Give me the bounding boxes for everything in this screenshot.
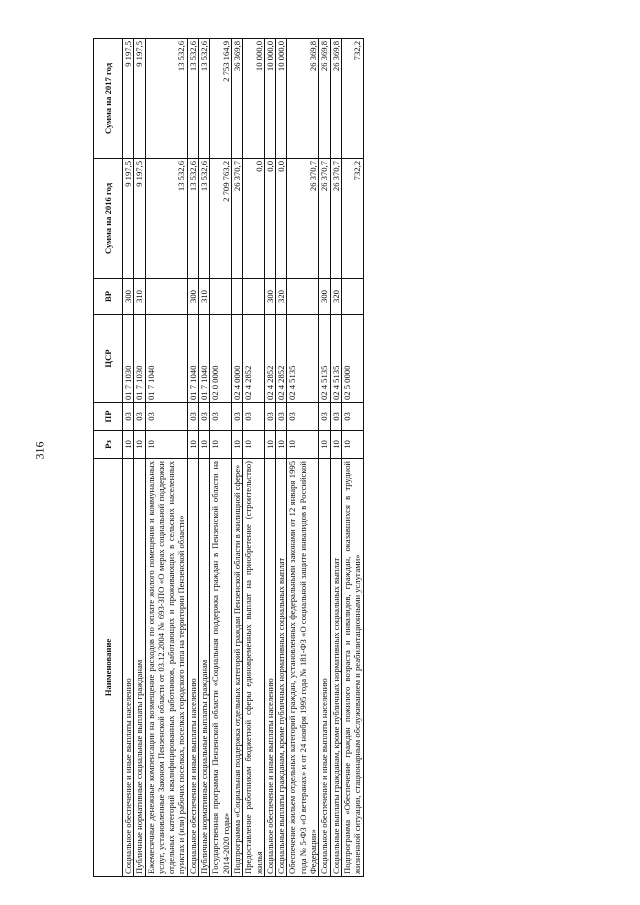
cell-sum2016: 9 197,5 xyxy=(134,159,145,279)
cell-sum2016: 13 532,6 xyxy=(187,159,198,279)
cell-csr: 01 7 1030 xyxy=(123,315,134,403)
cell-sum2016: 0,0 xyxy=(243,159,265,279)
cell-sum2016: 0,0 xyxy=(264,159,275,279)
table-row xyxy=(330,39,341,877)
cell-pr: 03 xyxy=(231,403,242,431)
cell-csr: 02 4 5135 xyxy=(330,315,341,403)
header-name: Наименование xyxy=(94,459,123,877)
cell-sum2016: 2 709 763,2 xyxy=(210,159,232,279)
cell-pr: 03 xyxy=(210,403,232,431)
cell-name: Подпрограмма «Обеспечение граждан пожилого возраста и инвалидов, граждан, оказавшихся в трудной жизненной ситуации, стационарным обслуживанием и реабилитационными услугами» xyxy=(341,459,363,877)
cell-csr: 01 7 1040 xyxy=(199,315,210,403)
cell-pr: 03 xyxy=(276,403,287,431)
cell-sum2017: 13 532,6 xyxy=(199,39,210,159)
table-row xyxy=(134,39,145,877)
cell-rz: 10 xyxy=(319,431,330,459)
cell-name: Публичные нормативные социальные выплаты гражданам xyxy=(199,459,210,877)
cell-sum2016: 26 370,7 xyxy=(287,159,319,279)
cell-name: Публичные нормативные социальные выплаты гражданам xyxy=(134,459,145,877)
cell-csr: 01 7 1030 xyxy=(134,315,145,403)
header-csr: ЦСР xyxy=(94,315,123,403)
cell-name: Подпрограмма «Социальная поддержка отдельных категорий граждан Пензенской области в жилищной сфере» xyxy=(231,459,242,877)
table-row xyxy=(145,39,187,877)
cell-rz: 10 xyxy=(145,431,187,459)
cell-sum2017: 36 369,8 xyxy=(231,39,242,159)
page-number: 316 xyxy=(32,441,47,460)
cell-sum2016: 732,2 xyxy=(341,159,363,279)
cell-rz: 10 xyxy=(287,431,319,459)
cell-vr: 320 xyxy=(276,279,287,315)
table-row xyxy=(210,39,232,877)
cell-rz: 10 xyxy=(134,431,145,459)
cell-pr: 03 xyxy=(123,403,134,431)
cell-rz: 10 xyxy=(210,431,232,459)
cell-sum2017: 10 000,0 xyxy=(243,39,265,159)
rotated-page xyxy=(93,39,364,877)
table-row xyxy=(287,39,319,877)
cell-csr: 02 4 2852 xyxy=(276,315,287,403)
cell-sum2017: 2 753 164,9 xyxy=(210,39,232,159)
cell-sum2016: 26 370,7 xyxy=(319,159,330,279)
cell-vr: 300 xyxy=(319,279,330,315)
cell-name: Социальные выплаты гражданам, кроме публичных нормативных социальных выплат xyxy=(276,459,287,877)
cell-sum2017: 9 197,5 xyxy=(123,39,134,159)
cell-name: Социальное обеспечение и иные выплаты населению xyxy=(264,459,275,877)
cell-name: Предоставление работникам бюджетной сферы единовременных выплат на приобретение (строительство) жилья xyxy=(243,459,265,877)
cell-vr: 320 xyxy=(330,279,341,315)
cell-vr: 300 xyxy=(187,279,198,315)
cell-csr: 01 7 1040 xyxy=(187,315,198,403)
cell-pr: 03 xyxy=(341,403,363,431)
table-row xyxy=(319,39,330,877)
cell-pr: 03 xyxy=(199,403,210,431)
cell-name: Обеспечение жильем отдельных категорий граждан, установленных федеральными законами от 12 января 1995 года № 5-ФЗ «О ветеранах» и от 24 ноября 1995 года № 181-ФЗ «О социальной защите инвалидов в Российской Федерации» xyxy=(287,459,319,877)
table-body xyxy=(123,39,364,877)
cell-vr xyxy=(231,279,242,315)
cell-rz: 10 xyxy=(264,431,275,459)
cell-name: Социальные выплаты гражданам, кроме публичных нормативных социальных выплат xyxy=(330,459,341,877)
cell-sum2016: 0,0 xyxy=(276,159,287,279)
cell-pr: 03 xyxy=(264,403,275,431)
cell-csr: 02 4 5135 xyxy=(319,315,330,403)
table-row xyxy=(187,39,198,877)
cell-sum2017: 26 369,8 xyxy=(330,39,341,159)
cell-vr xyxy=(287,279,319,315)
cell-csr: 02 4 2852 xyxy=(264,315,275,403)
cell-sum2017: 26 369,8 xyxy=(287,39,319,159)
cell-sum2016: 13 532,6 xyxy=(145,159,187,279)
cell-rz: 10 xyxy=(341,431,363,459)
cell-sum2017: 26 369,8 xyxy=(319,39,330,159)
table-row xyxy=(341,39,363,877)
cell-pr: 03 xyxy=(319,403,330,431)
cell-sum2016: 9 197,5 xyxy=(123,159,134,279)
cell-pr: 03 xyxy=(187,403,198,431)
cell-pr: 03 xyxy=(243,403,265,431)
cell-vr: 310 xyxy=(134,279,145,315)
cell-rz: 10 xyxy=(243,431,265,459)
cell-sum2017: 9 197,5 xyxy=(134,39,145,159)
cell-vr xyxy=(243,279,265,315)
cell-vr xyxy=(210,279,232,315)
cell-sum2016: 26 370,7 xyxy=(231,159,242,279)
cell-pr: 03 xyxy=(287,403,319,431)
cell-csr: 02 4 0000 xyxy=(231,315,242,403)
cell-name: Государственная программа Пензенской области «Социальная поддержка граждан в Пензенской области на 2014-2020 годы» xyxy=(210,459,232,877)
table-row xyxy=(243,39,265,877)
table-row xyxy=(231,39,242,877)
cell-csr: 02 0 0000 xyxy=(210,315,232,403)
cell-csr: 02 4 5135 xyxy=(287,315,319,403)
cell-name: Социальное обеспечение и иные выплаты населению xyxy=(319,459,330,877)
header-sum2017: Сумма на 2017 год xyxy=(94,39,123,159)
cell-vr xyxy=(145,279,187,315)
cell-rz: 10 xyxy=(276,431,287,459)
header-vr: ВР xyxy=(94,279,123,315)
table-row xyxy=(123,39,134,877)
table-header-row xyxy=(94,39,123,877)
table-row xyxy=(276,39,287,877)
cell-csr: 02 4 2852 xyxy=(243,315,265,403)
header-sum2016: Сумма на 2016 год xyxy=(94,159,123,279)
cell-name: Ежемесячные денежные компенсации на возмещение расходов по оплате жилого помещения и коммунальных услуг, установленные Законом Пензенской области от 03.12.2004 № 693-ЗПО «О мерах социальной поддержки отдельных категорий квалифицированных работников, работающих и проживающих в сельских населенных пунктах и (или) рабочих поселках, поселках городского типа на территории Пензенской области» xyxy=(145,459,187,877)
cell-rz: 10 xyxy=(123,431,134,459)
cell-vr: 300 xyxy=(123,279,134,315)
cell-sum2016: 13 532,6 xyxy=(199,159,210,279)
cell-rz: 10 xyxy=(330,431,341,459)
cell-rz: 10 xyxy=(187,431,198,459)
cell-sum2017: 13 532,6 xyxy=(145,39,187,159)
cell-pr: 03 xyxy=(134,403,145,431)
cell-name: Социальное обеспечение и иные выплаты населению xyxy=(123,459,134,877)
cell-csr: 02 5 0000 xyxy=(341,315,363,403)
header-rz: Рз xyxy=(94,431,123,459)
cell-name: Социальное обеспечение и иные выплаты населению xyxy=(187,459,198,877)
table-row xyxy=(199,39,210,877)
cell-sum2017: 13 532,6 xyxy=(187,39,198,159)
cell-sum2016: 26 370,7 xyxy=(330,159,341,279)
cell-vr: 300 xyxy=(264,279,275,315)
table-row xyxy=(264,39,275,877)
cell-vr xyxy=(341,279,363,315)
header-pr: ПР xyxy=(94,403,123,431)
cell-csr: 01 7 1040 xyxy=(145,315,187,403)
cell-rz: 10 xyxy=(231,431,242,459)
budget-table xyxy=(93,38,364,877)
cell-pr: 03 xyxy=(330,403,341,431)
cell-sum2017: 732,2 xyxy=(341,39,363,159)
cell-sum2017: 10 000,0 xyxy=(264,39,275,159)
cell-rz: 10 xyxy=(199,431,210,459)
cell-sum2017: 10 000,0 xyxy=(276,39,287,159)
cell-vr: 310 xyxy=(199,279,210,315)
cell-pr: 03 xyxy=(145,403,187,431)
